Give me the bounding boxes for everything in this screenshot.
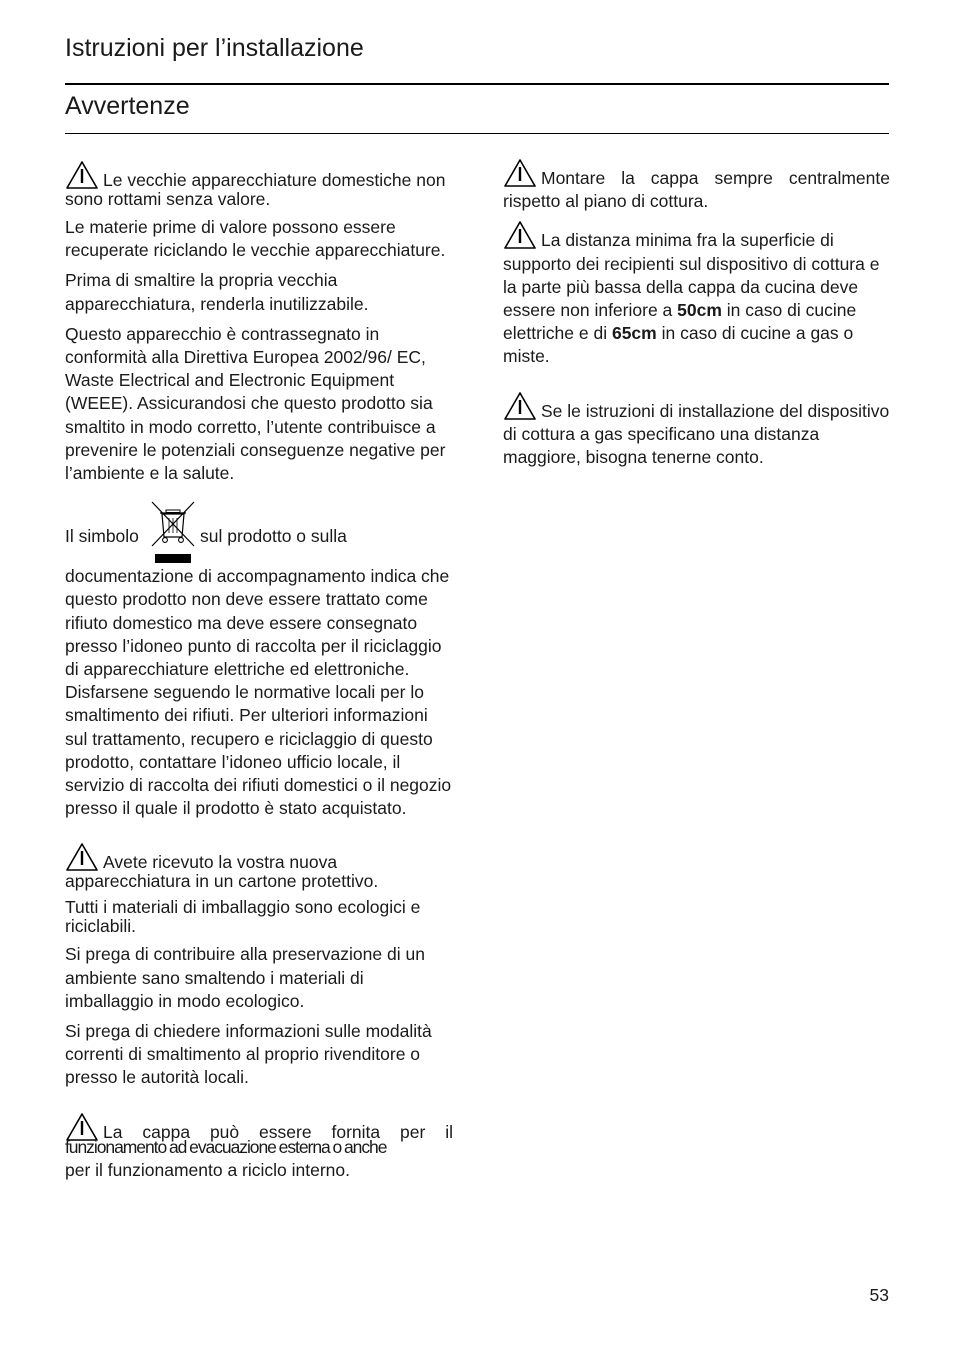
section-rule xyxy=(65,133,889,134)
warning-triangle-icon xyxy=(503,220,537,250)
warning-triangle-icon xyxy=(65,842,99,872)
paragraph-hood-modes: La cappa può essere fornita per il funzionamento ad evacuazione esterna o anche per il funzionamento a riciclo interno. xyxy=(65,1112,453,1183)
paragraph-weee-disposal: documentazione di accompagnamento indica che questo prodotto non deve essere trattato come rifiuto domestico ma deve essere consegnato presso l’idoneo punto di raccolta per il riciclaggio di apparecchiature elettriche ed elettroniche. Disfarsene seguendo le normative locali per lo smaltimento dei rifiuti. Per ulteriori informazioni sul trattamento, recupero e riciclaggio di questo prodotto, contattare l’idoneo ufficio locale, il servizio di raccolta dei rifiuti domestici o il negozio presso il quale il prodotto è stato acquistato. xyxy=(65,566,452,819)
paragraph-weee-directive: Questo apparecchio è contrassegnato in conformità alla Direttiva Europea 2002/96/ EC, Waste Electrical and Electronic Equipment (WEEE). Assicurandosi che questo prodotto sia smaltito in modo corretto, l’utente contribuisce a prevenire le potenziali conseguenze negative per l’ambiente e la salute. xyxy=(65,323,446,484)
warning-triangle-icon xyxy=(503,391,537,421)
paragraph-mount-centrally: Montare la cappa sempre centralmente rispetto al piano di cottura. xyxy=(503,158,890,213)
page-number: 53 xyxy=(869,1285,889,1305)
paragraph-gas-instructions: Se le istruzioni di installazione del dispositivo di cottura a gas specificano una distanza maggiore, bisogna tenerne conto. xyxy=(503,391,890,470)
paragraph-minimum-distance: La distanza minima fra la superficie di supporto dei recipienti sul dispositivo di cottura e la parte più bassa della cappa da cucina deve essere non inferiore a 50cm in caso di cucine elettriche e di 65cm in caso di cucine a gas o miste. xyxy=(503,220,890,368)
paragraph-disposal-info: Si prega di chiedere informazioni sulle modalità correnti di smaltimento al proprio rivenditore o presso le autorità locali. xyxy=(65,1021,432,1088)
distance-electric: 50cm xyxy=(677,300,722,321)
paragraph-make-unusable: Prima di smaltire la propria vecchia apparecchiatura, renderla inutilizzabile. xyxy=(65,270,369,314)
title-rule xyxy=(65,83,889,85)
section-title: Avvertenze xyxy=(65,92,190,120)
warning-triangle-icon xyxy=(503,158,537,188)
paragraph-raw-materials: Le materie prime di valore possono essere recuperate riciclando le vecchie apparecchiature. xyxy=(65,217,446,261)
weee-symbol-line: Il simbolo sul prodotto o sulla xyxy=(65,501,453,565)
paragraph-packaging: Avete ricevuto la vostra nuova apparecchiatura in un cartone protettivo. xyxy=(65,842,453,891)
page-title: Istruzioni per l’installazione xyxy=(65,34,364,62)
paragraph-eco-materials: Tutti i materiali di imballaggio sono ecologici e riciclabili. xyxy=(65,897,421,937)
crossed-out-wheelie-bin-icon xyxy=(151,501,195,565)
left-column xyxy=(65,160,453,1182)
distance-gas: 65cm xyxy=(611,323,657,344)
paragraph-old-appliances: Le vecchie apparecchiature domestiche non sono rottami senza valore. xyxy=(65,160,453,209)
paragraph-preserve-environment: Si prega di contribuire alla preservazione di un ambiente sano smaltendo i materiali di imballaggio in modo ecologico. xyxy=(65,944,425,1011)
warning-triangle-icon xyxy=(65,160,99,190)
right-column xyxy=(503,158,890,469)
